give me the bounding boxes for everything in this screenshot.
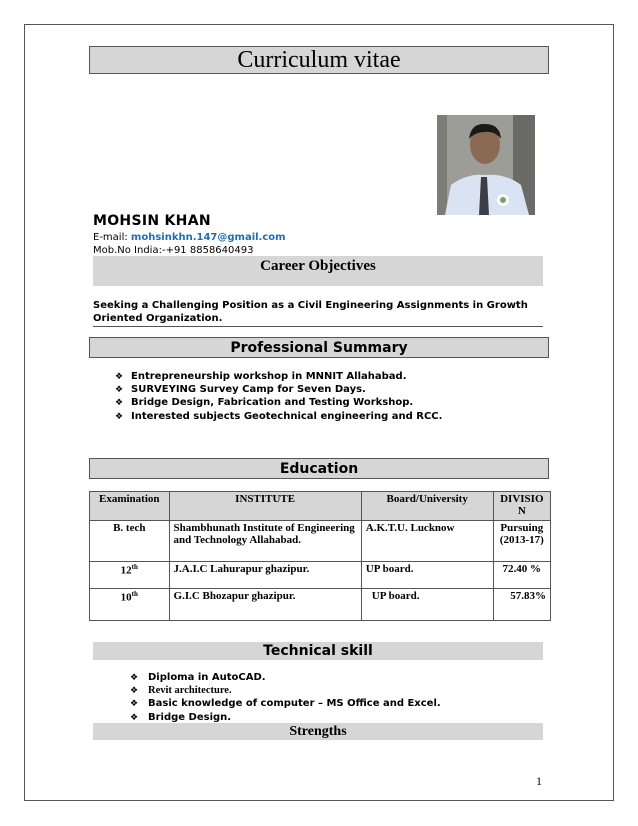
professional-summary-list (115, 370, 442, 423)
table-row (90, 589, 551, 621)
diamond-bullet-icon: ❖ (115, 398, 124, 409)
division-cell: 72.40 % (493, 562, 550, 589)
board-cell: A.K.T.U. Lucknow (361, 521, 493, 562)
list-item: ❖ Revit architecture. (130, 685, 232, 697)
technical-skill-list (130, 671, 441, 724)
phone-line: Mob.No India:-+91 8858640493 (93, 245, 254, 256)
professional-summary-heading: Professional Summary (89, 337, 549, 358)
profile-photo (437, 115, 535, 215)
list-item: ❖ Bridge Design, Fabrication and Testing Workshop. (115, 397, 414, 409)
column-header-board: Board/University (361, 492, 493, 521)
candidate-name: MOHSIN KHAN (93, 213, 211, 229)
diamond-bullet-icon: ❖ (130, 686, 139, 697)
table-header-row (90, 492, 551, 521)
exam-cell: 12th (90, 562, 170, 589)
institute-cell: J.A.I.C Lahurapur ghazipur. (169, 562, 361, 589)
document-title: Curriculum vitae (89, 46, 549, 74)
exam-cell: 10th (90, 589, 170, 621)
list-item: ❖ Diploma in AutoCAD. (130, 672, 266, 683)
table-row (90, 521, 551, 562)
email-line (93, 232, 286, 243)
diamond-bullet-icon: ❖ (130, 673, 139, 683)
list-item: ❖ Bridge Design. (130, 711, 232, 723)
column-header-examination: Examination (90, 492, 170, 521)
list-item: ❖ Interested subjects Geotechnical engineering and RCC. (115, 410, 443, 422)
list-item: ❖ Entrepreneurship workshop in MNNIT Allahabad. (115, 371, 407, 382)
table-row (90, 562, 551, 589)
diamond-bullet-icon: ❖ (130, 712, 139, 723)
list-item: ❖ SURVEYING Survey Camp for Seven Days. (115, 384, 366, 396)
column-header-division: DIVISIO N (493, 492, 550, 521)
division-cell: Pursuing (2013-17) (493, 521, 550, 562)
column-header-institute: INSTITUTE (169, 492, 361, 521)
email-label: E-mail: (93, 232, 131, 243)
education-table (89, 491, 551, 621)
division-cell: 57.83% (493, 589, 550, 621)
education-heading: Education (89, 458, 549, 479)
diamond-bullet-icon: ❖ (115, 411, 124, 422)
diamond-bullet-icon: ❖ (130, 699, 139, 710)
exam-cell: B. tech (90, 521, 170, 562)
list-item: ❖ Basic knowledge of computer – MS Office and Excel. (130, 698, 441, 710)
career-objective-text: Seeking a Challenging Position as a Civil Engineering Assignments in Growth Oriented Organization. (93, 299, 543, 327)
institute-cell: G.I.C Bhozapur ghazipur. (169, 589, 361, 621)
diamond-bullet-icon: ❖ (115, 372, 124, 382)
diamond-bullet-icon: ❖ (115, 385, 124, 396)
board-cell: UP board. (361, 562, 493, 589)
strengths-heading: Strengths (93, 723, 543, 740)
institute-cell: Shambhunath Institute of Engineering and Technology Allahabad. (169, 521, 361, 562)
page-number: 1 (536, 774, 542, 788)
email-link[interactable]: mohsinkhn.147@gmail.com (130, 232, 286, 243)
technical-skill-heading: Technical skill (93, 642, 543, 660)
career-objectives-heading: Career Objectives (93, 256, 543, 286)
profile-photo-image (437, 115, 535, 215)
board-cell: UP board. (361, 589, 493, 621)
